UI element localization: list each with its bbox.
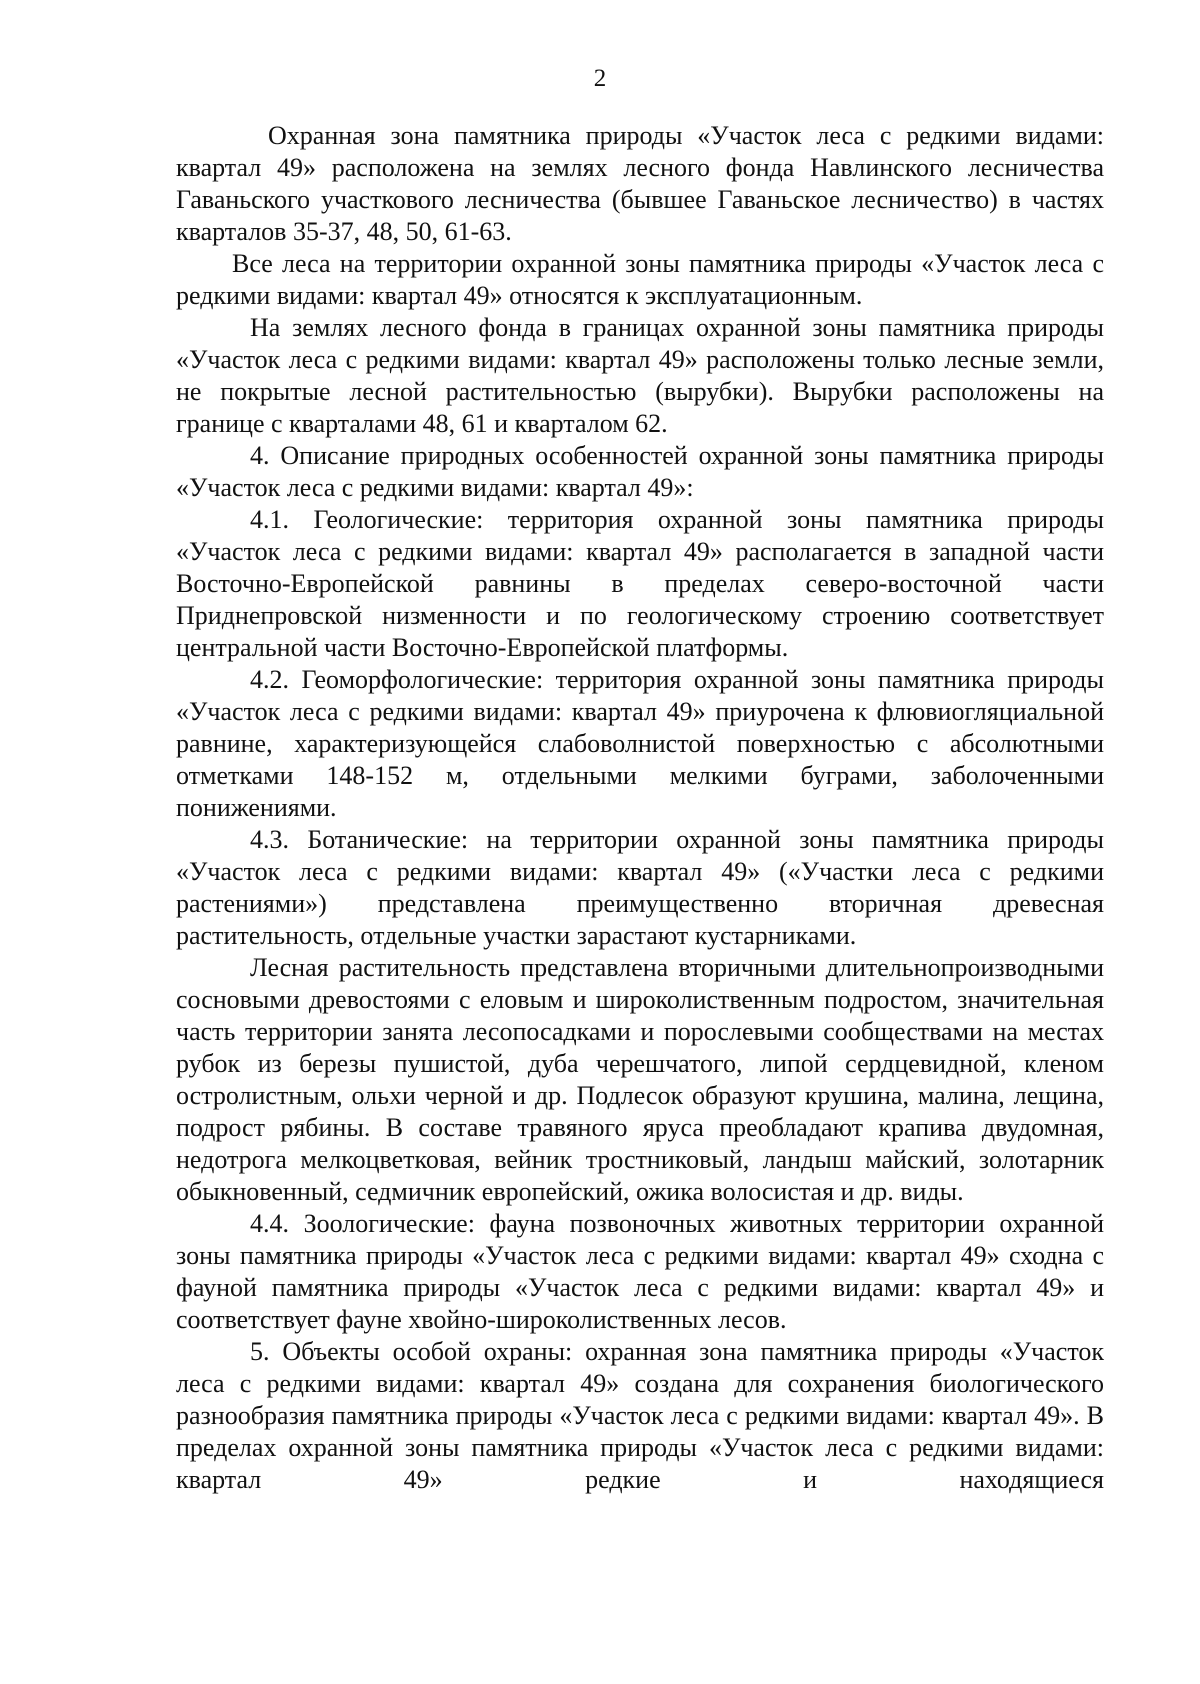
paragraph-section-4-heading: 4. Описание природных особенностей охранной зоны памятника природы «Участок леса с редкими видами: квартал 49»: xyxy=(176,441,1104,502)
paragraph-forest-vegetation: Лесная растительность представлена вторичными длительнопроизводными сосновыми древостоями с еловым и широколиственным подростом, значительная часть территории занята лесопосадками и порослевыми сообществами на местах рубок из березы пушистой, дуба черешчатого, липой сердцевидной, кленом остролистным, ольхи черной и др. Подлесок образуют крушина, малина, лещина, подрост рябины. В составе травяного яруса преобладают крапива двудомная, недотрога мелкоцветковая, вейник тростниковый, ландыш майский, золотарник обыкновенный, седмичник европейский, ожика волосистая и др. виды. xyxy=(176,953,1104,1206)
page-number: 2 xyxy=(593,65,607,92)
paragraph-section-4-1-geological: 4.1. Геологические: территория охранной зоны памятника природы «Участок леса с редкими видами: квартал 49» располагается в западной части Восточно-Европейской равнины в пределах северо-восточной части Приднепровской низменности и по геологическому строению соответствует центральной части Восточно-Европейской платформы. xyxy=(176,505,1104,662)
paragraph-protected-zone-location: Охранная зона памятника природы «Участок леса с редкими видами: квартал 49» расположена на землях лесного фонда Навлинского лесничества Гаваньского участкового лесничества (бывшее Гаваньское лесничество) в частях кварталов 35-37, 48, 50, 61-63. xyxy=(176,121,1104,246)
paragraph-forest-category: Все леса на территории охранной зоны памятника природы «Участок леса с редкими видами: квартал 49» относятся к эксплуатационным. xyxy=(176,249,1104,310)
paragraph-section-5-protected-objects: 5. Объекты особой охраны: охранная зона памятника природы «Участок леса с редкими видами: квартал 49» создана для сохранения биологического разнообразия памятника природы «Участок леса с редкими видами: квартал 49». В пределах охранной зоны памятника природы «Участок леса с редкими видами: квартал 49» редкие и находящиеся xyxy=(176,1337,1104,1494)
document-body xyxy=(176,120,1104,1496)
paragraph-forest-lands: На землях лесного фонда в границах охранной зоны памятника природы «Участок леса с редкими видами: квартал 49» расположены только лесные земли, не покрытые лесной растительностью (вырубки). Вырубки расположены на границе с кварталами 48, 61 и кварталом 62. xyxy=(176,313,1104,438)
paragraph-section-4-3-botanical: 4.3. Ботанические: на территории охранной зоны памятника природы «Участок леса с редкими видами: квартал 49» («Участки леса с редкими растениями») представлена преимущественно вторичная древесная растительность, отдельные участки зарастают кустарниками. xyxy=(176,825,1104,950)
paragraph-section-4-4-zoological: 4.4. Зоологические: фауна позвоночных животных территории охранной зоны памятника природы «Участок леса с редкими видами: квартал 49» сходна с фауной памятника природы «Участок леса с редкими видами: квартал 49» и соответствует фауне хвойно-широколиственных лесов. xyxy=(176,1209,1104,1334)
paragraph-section-4-2-geomorphological: 4.2. Геоморфологические: территория охранной зоны памятника природы «Участок леса с редкими видами: квартал 49» приурочена к флювиогляциальной равнине, характеризующейся слабоволнистой поверхностью с абсолютными отметками 148-152 м, отдельными мелкими буграми, заболоченными понижениями. xyxy=(176,665,1104,822)
